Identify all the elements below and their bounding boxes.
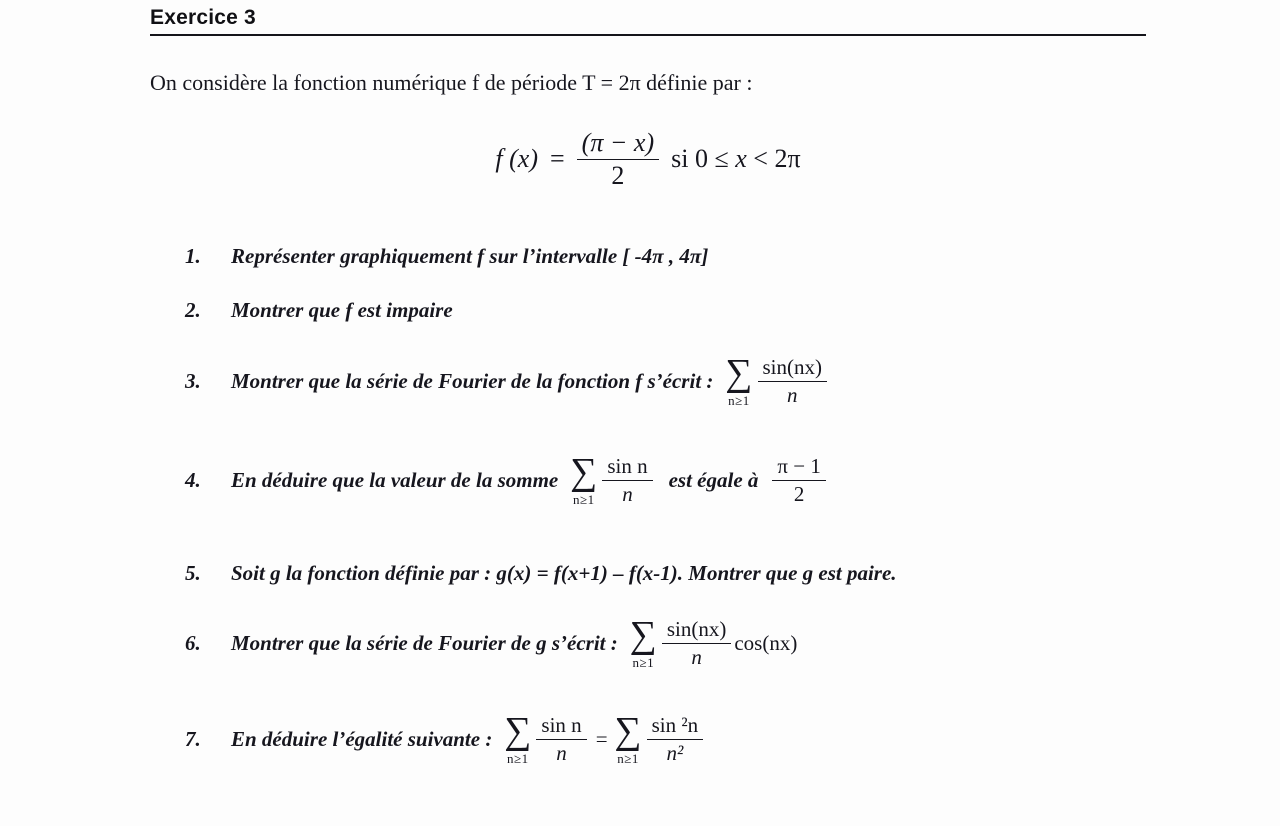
title-underline xyxy=(150,34,1146,36)
sigma-glyph: ∑ xyxy=(725,352,753,394)
item-number: 3. xyxy=(185,368,201,393)
summation-symbol xyxy=(629,614,657,671)
sum-sin-n-over-n-formula xyxy=(570,451,654,508)
result-value-formula xyxy=(770,454,827,505)
item-text: Montrer que la série de Fourier de la fonction f s’écrit : xyxy=(231,368,714,393)
sigma-glyph: ∑ xyxy=(570,451,598,493)
fraction-numerator: sin ²n xyxy=(651,713,699,738)
summation-subscript: n≥1 xyxy=(617,751,639,767)
fraction-numerator: (π − x) xyxy=(581,128,655,157)
equals-sign: = xyxy=(550,144,565,174)
summation-symbol xyxy=(570,451,598,508)
summation-subscript: n≥1 xyxy=(507,751,529,767)
item-text: En déduire que la valeur de la somme xyxy=(231,467,559,492)
fourier-series-f-formula xyxy=(725,352,829,409)
summation-symbol xyxy=(504,710,532,767)
fraction-sin-nx-over-n xyxy=(758,355,828,406)
cos-factor: cos(nx) xyxy=(734,630,798,655)
fraction-denominator: n xyxy=(602,480,652,506)
sigma-glyph: ∑ xyxy=(614,710,642,752)
fraction-numerator: sin n xyxy=(607,454,648,479)
fraction-sin-n-over-n xyxy=(536,713,586,764)
fraction-numerator: π − 1 xyxy=(777,454,821,479)
list-item-3 xyxy=(185,352,829,409)
fraction-denominator: n xyxy=(536,739,586,765)
condition-variable: x xyxy=(735,144,747,174)
fraction-sin-squared-n-over-n-squared xyxy=(647,713,704,764)
summation-subscript: n≥1 xyxy=(572,492,595,508)
item-text: Montrer que f est impaire xyxy=(231,298,453,322)
fraction-numerator: sin(nx) xyxy=(666,617,727,642)
fraction-sin-nx-over-n xyxy=(662,617,732,668)
equals-sign: = xyxy=(595,726,608,751)
list-item-7 xyxy=(185,710,705,767)
sigma-glyph: ∑ xyxy=(629,614,657,656)
fraction-denominator: n xyxy=(758,381,828,407)
list-item-1 xyxy=(185,244,708,269)
summation-symbol xyxy=(614,710,642,767)
equation-condition xyxy=(671,144,800,174)
equation-lhs: f (x) xyxy=(495,144,538,174)
sigma-glyph: ∑ xyxy=(504,710,532,752)
item-text: Soit g la fonction définie par : g(x) = f(x+1) – f(x-1). Montrer que g est paire. xyxy=(231,561,897,585)
item-number: 2. xyxy=(185,298,201,322)
intro-paragraph: On considère la fonction numérique f de période T = 2π définie par : xyxy=(150,70,753,95)
fraction-numerator: sin n xyxy=(541,713,582,738)
list-item-5 xyxy=(185,561,897,586)
fraction-denominator: n xyxy=(662,643,732,669)
fraction-denominator: 2 xyxy=(577,159,659,191)
fraction-pi-minus-x-over-2 xyxy=(577,128,659,191)
condition-post: < 2π xyxy=(746,144,801,174)
exercise-title: Exercice 3 xyxy=(150,6,256,29)
summation-subscript: n≥1 xyxy=(728,393,750,409)
list-item-2 xyxy=(185,298,453,323)
fraction-denominator: n² xyxy=(647,739,704,765)
list-item-6 xyxy=(185,614,798,671)
item-text: En déduire l’égalité suivante : xyxy=(231,726,493,751)
item-text-middle: est égale à xyxy=(668,467,759,492)
equality-formula xyxy=(504,710,705,767)
condition-pre: si 0 ≤ xyxy=(671,144,736,174)
list-item-4 xyxy=(185,451,828,508)
item-number: 1. xyxy=(185,244,201,268)
item-number: 6. xyxy=(185,630,201,655)
item-text: Montrer que la série de Fourier de g s’écrit : xyxy=(231,630,618,655)
item-number: 7. xyxy=(185,726,201,751)
summation-subscript: n≥1 xyxy=(632,655,655,671)
item-number: 4. xyxy=(185,467,201,492)
fraction-pi-minus-1-over-2 xyxy=(772,454,825,505)
fraction-sin-n-over-n xyxy=(602,454,652,505)
summation-symbol xyxy=(725,352,753,409)
item-number: 5. xyxy=(185,561,201,585)
fraction-numerator: sin(nx) xyxy=(762,355,822,380)
main-equation xyxy=(150,128,1146,191)
fourier-series-g-formula xyxy=(629,614,798,671)
fraction-denominator: 2 xyxy=(772,480,825,506)
item-text: Représenter graphiquement f sur l’intervalle [ -4π , 4π] xyxy=(231,244,709,268)
